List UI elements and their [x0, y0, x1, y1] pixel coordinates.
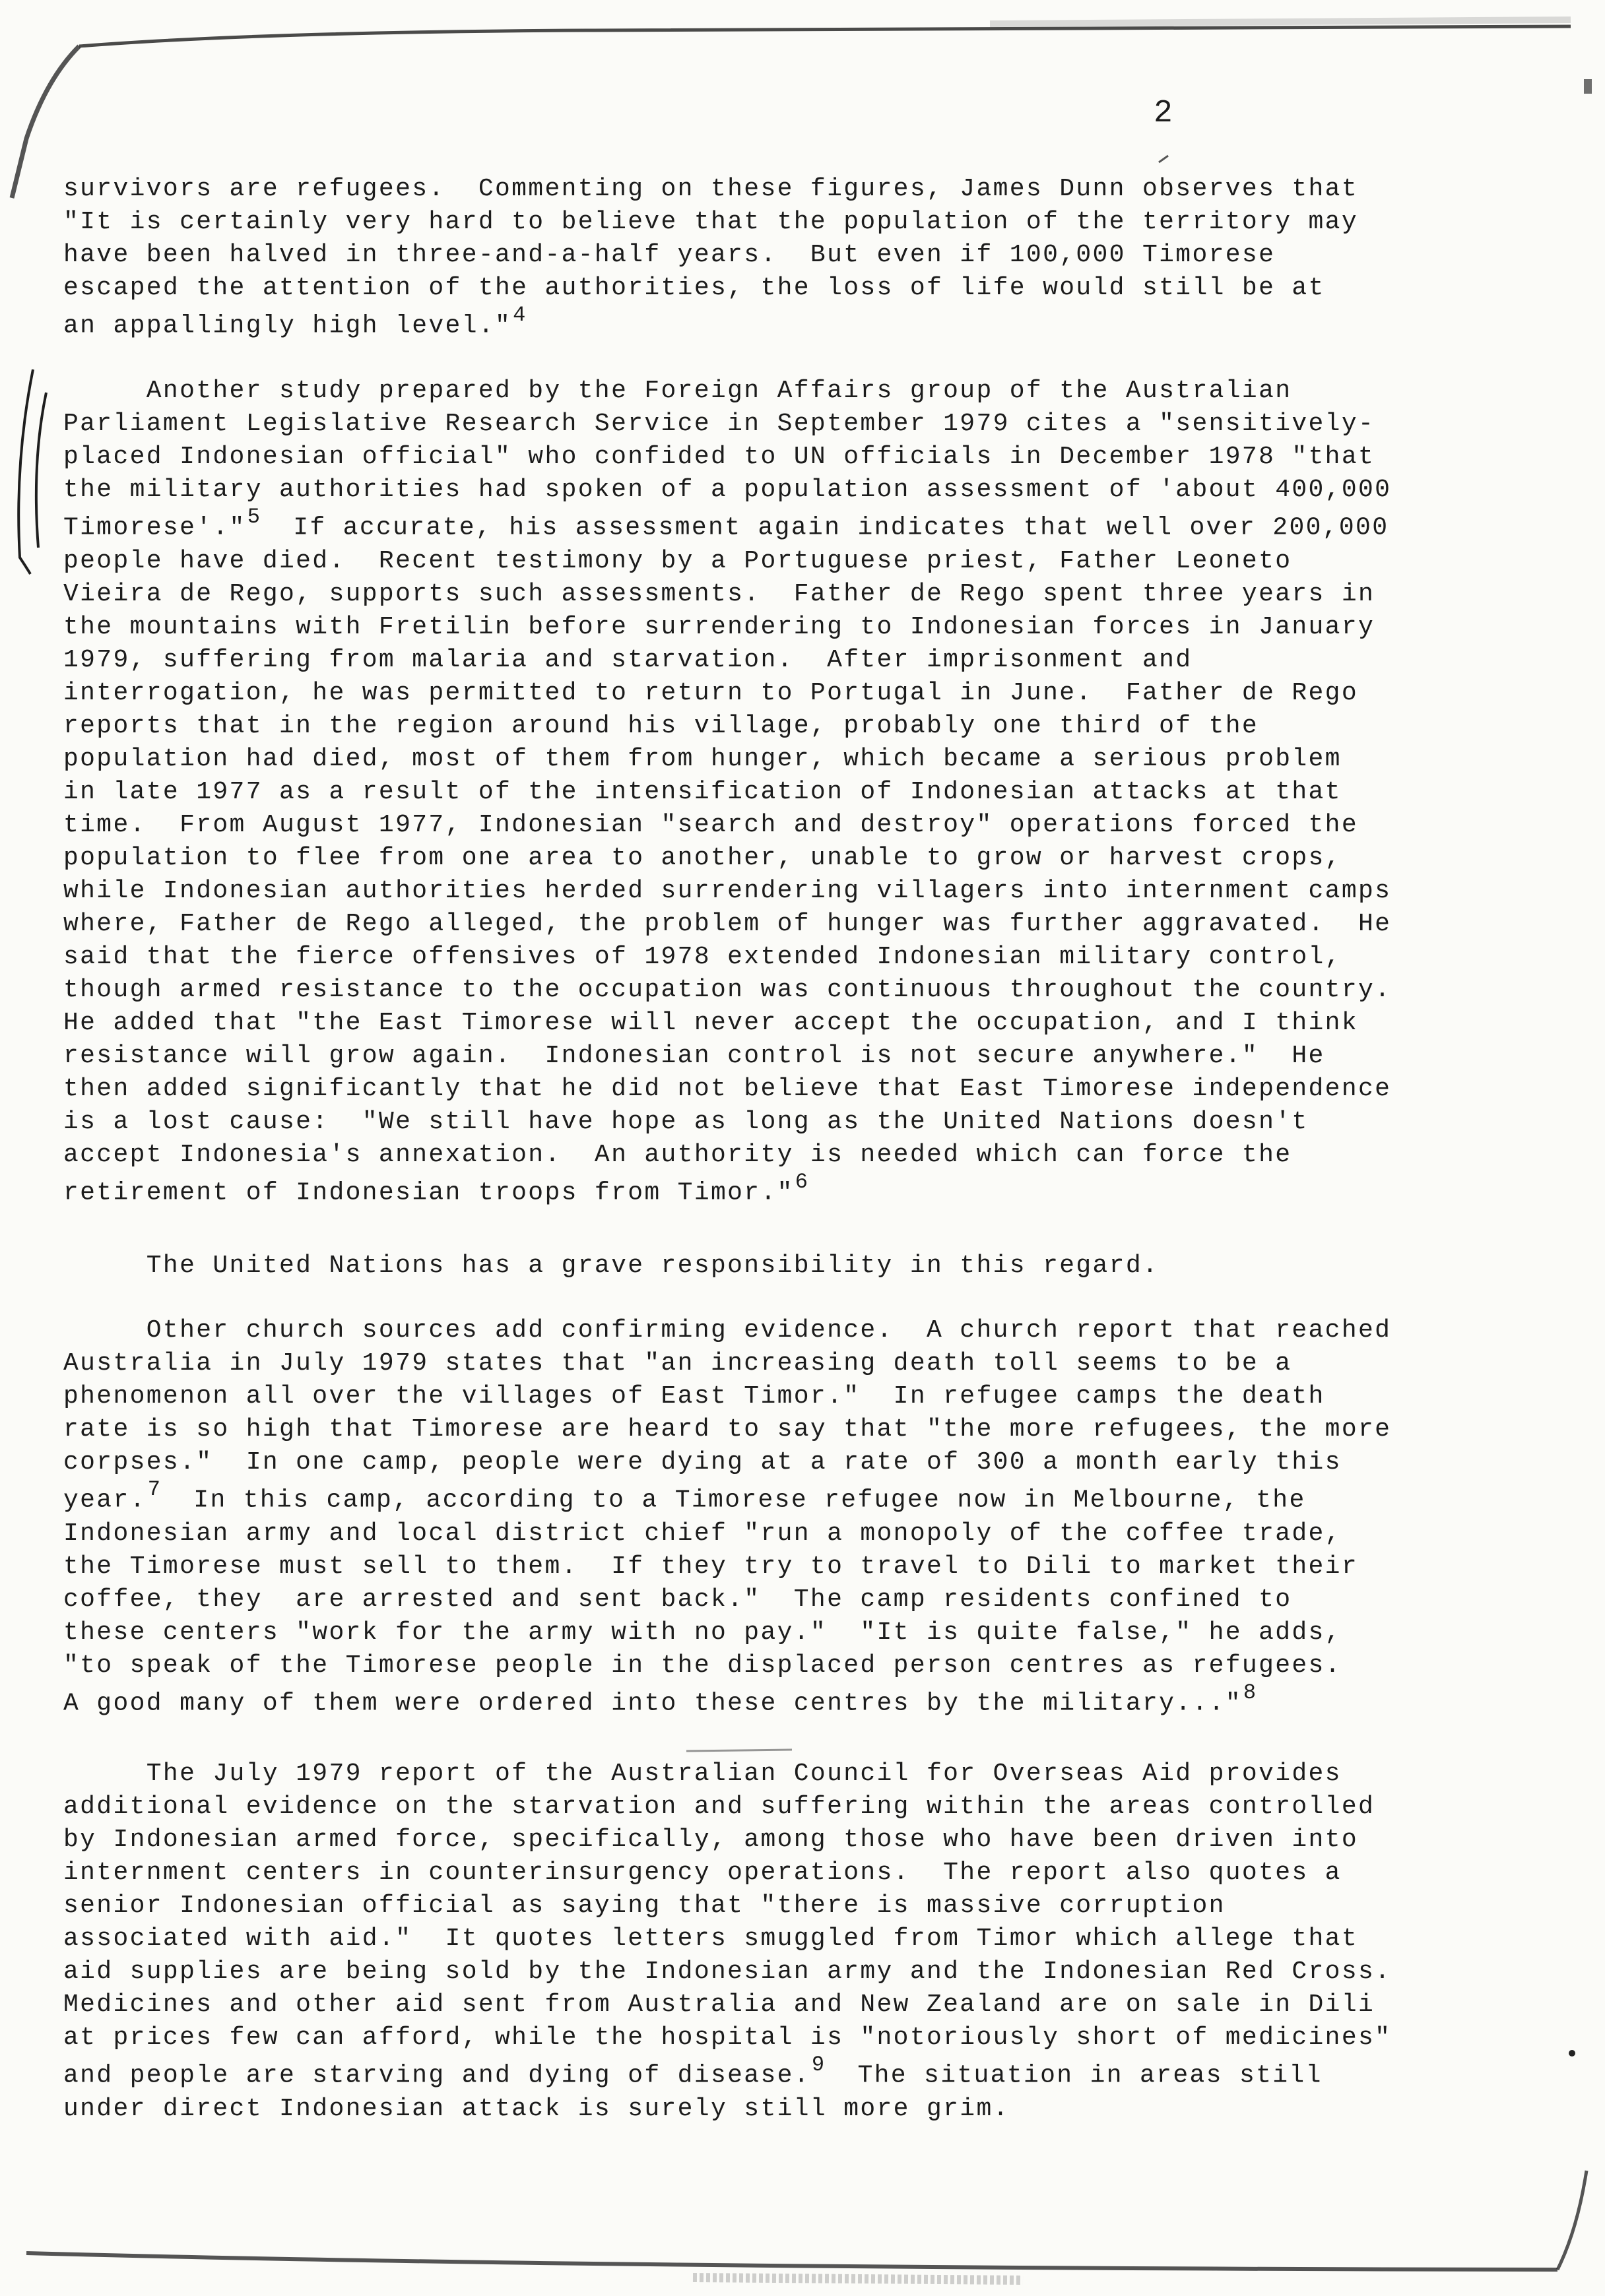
text-line: The July 1979 report of the Australian Council for Overseas Aid provides: [63, 1760, 1342, 1788]
bottom-speckle: [693, 2278, 1023, 2280]
text-line: where, Father de Rego alleged, the problem of hunger was further aggravated. He: [63, 909, 1392, 938]
text-line: "to speak of the Timorese people in the displaced person centres as refugees.: [63, 1651, 1342, 1680]
text-fragment: In this camp, according to a Timorese refugee now in Melbourne, the: [193, 1486, 1306, 1515]
margin-bracket-inner: [36, 393, 46, 548]
footnote-ref-6: 6: [795, 1169, 808, 1194]
text-fragment: If accurate, his assessment again indicates that well over 200,000: [293, 513, 1389, 542]
text-line: Other church sources add confirming evidence. A church report that reached: [63, 1316, 1392, 1345]
text-line: in late 1977 as a result of the intensification of Indonesian attacks at that: [63, 777, 1342, 806]
text-line: time. From August 1977, Indonesian "search and destroy" operations forced the: [63, 810, 1358, 839]
text-line: Medicines and other aid sent from Australia and New Zealand are on sale in Dili: [63, 1991, 1375, 2019]
text-line: by Indonesian armed force, specifically, among those who have been driven into: [63, 1826, 1358, 1854]
text-line: though armed resistance to the occupation was continuous throughout the country.: [63, 975, 1392, 1004]
paragraph-5: [63, 1758, 1443, 2126]
text-line: people have died. Recent testimony by a Portuguese priest, Father Leoneto: [63, 546, 1292, 575]
text-line: placed Indonesian official" who confided to UN officials in December 1978 "that: [63, 443, 1375, 471]
footnote-ref-8: 8: [1243, 1680, 1257, 1705]
text-line: Australia in July 1979 states that "an increasing death toll seems to be a: [63, 1349, 1292, 1378]
text-line: coffee, they are arrested and sent back." The camp residents confined to: [63, 1585, 1292, 1614]
text-fragment: Timorese'.": [63, 513, 246, 542]
bottom-edge-line: [26, 2253, 1557, 2270]
text-line: escaped the attention of the authorities, the loss of life would still be at: [63, 274, 1325, 302]
text-line: "It is certainly very hard to believe that the population of the territory may: [63, 208, 1358, 236]
text-line: phenomenon all over the villages of East Timor." In refugee camps the death: [63, 1382, 1325, 1411]
text-line: [63, 1169, 1443, 1210]
text-fragment: year.: [63, 1486, 147, 1515]
pencil-tick: [1159, 156, 1168, 162]
text-line: [63, 1479, 1443, 1517]
text-line: accept Indonesia's annexation. An authority is needed which can force the: [63, 1140, 1292, 1169]
paragraph-4: [63, 1314, 1443, 1720]
text-line: these centers "work for the army with no pay." "It is quite false," he adds,: [63, 1618, 1342, 1647]
text-line: [63, 507, 1443, 545]
text-line: He added that "the East Timorese will never accept the occupation, and I think: [63, 1008, 1358, 1037]
bottom-right-corner: [1557, 2171, 1587, 2270]
right-margin-dot: [1569, 2050, 1575, 2057]
margin-bracket-outer: [18, 369, 33, 574]
text-line: under direct Indonesian attack is surely still more grim.: [63, 2094, 1010, 2123]
paragraph-3: [63, 1250, 1443, 1283]
text-line: [63, 305, 1443, 343]
text-fragment: an appallingly high level.": [63, 311, 512, 340]
text-line: Another study prepared by the Foreign Affairs group of the Australian: [63, 377, 1292, 405]
text-line: corpses." In one camp, people were dying at a rate of 300 a month early this: [63, 1448, 1342, 1477]
top-right-smudge: [990, 20, 1571, 24]
top-edge-line: [79, 26, 1571, 46]
text-line: Vieira de Rego, supports such assessments. Father de Rego spent three years in: [63, 579, 1375, 608]
text-line: then added significantly that he did not believe that East Timorese independence: [63, 1074, 1392, 1103]
text-line: the military authorities had spoken of a population assessment of 'about 400,000: [63, 476, 1392, 504]
text-line: said that the fierce offensives of 1978 extended Indonesian military control,: [63, 942, 1342, 971]
text-line: interrogation, he was permitted to return to Portugal in June. Father de Rego: [63, 678, 1358, 707]
text-line: survivors are refugees. Commenting on these figures, James Dunn observes that: [63, 175, 1358, 203]
text-line: [63, 2055, 1443, 2093]
text-line: at prices few can afford, while the hospital is "notoriously short of medicines": [63, 2024, 1392, 2052]
text-line: have been halved in three-and-a-half years. But even if 100,000 Timorese: [63, 241, 1276, 269]
text-line: internment centers in counterinsurgency operations. The report also quotes a: [63, 1859, 1342, 1887]
text-line: the mountains with Fretilin before surrendering to Indonesian forces in January: [63, 612, 1375, 641]
right-edge-mark: [1584, 79, 1592, 94]
text-line: the Timorese must sell to them. If they try to travel to Dili to market their: [63, 1552, 1358, 1581]
footnote-ref-4: 4: [513, 303, 526, 327]
footnote-ref-7: 7: [147, 1477, 160, 1502]
text-line: 1979, suffering from malaria and starvation. After imprisonment and: [63, 645, 1193, 674]
text-line: [63, 1682, 1443, 1721]
footnote-ref-5: 5: [247, 505, 260, 529]
text-fragment: The situation in areas still: [857, 2061, 1323, 2090]
paragraph-1: [63, 173, 1443, 343]
text-line: associated with aid." It quotes letters smuggled from Timor which allege that: [63, 1925, 1358, 1953]
text-line: population had died, most of them from hunger, which became a serious problem: [63, 744, 1342, 773]
text-line: The United Nations has a grave responsibility in this regard.: [63, 1252, 1160, 1280]
text-line: Indonesian army and local district chief "run a monopoly of the coffee trade,: [63, 1519, 1342, 1548]
text-fragment: A good many of them were ordered into these centres by the military...": [63, 1689, 1242, 1718]
text-line: Parliament Legislative Research Service in September 1979 cites a "sensitively-: [63, 410, 1375, 438]
text-line: senior Indonesian official as saying that "there is massive corruption: [63, 1892, 1226, 1920]
text-fragment: and people are starving and dying of disease.: [63, 2061, 810, 2090]
text-line: aid supplies are being sold by the Indonesian army and the Indonesian Red Cross.: [63, 1958, 1392, 1986]
page-number: 2: [1154, 96, 1173, 131]
text-fragment: retirement of Indonesian troops from Timor.": [63, 1178, 794, 1207]
text-line: reports that in the region around his village, probably one third of the: [63, 711, 1259, 740]
text-line: additional evidence on the starvation and suffering within the areas controlled: [63, 1793, 1375, 1821]
text-line: rate is so high that Timorese are heard to say that "the more refugees, the more: [63, 1415, 1392, 1444]
paragraph-2: [63, 375, 1443, 1209]
text-line: is a lost cause: "We still have hope as long as the United Nations doesn't: [63, 1107, 1309, 1136]
text-line: population to flee from one area to another, unable to grow or harvest crops,: [63, 843, 1342, 872]
text-line: resistance will grow again. Indonesian control is not secure anywhere." He: [63, 1041, 1325, 1070]
footnote-ref-9: 9: [811, 2053, 825, 2077]
text-line: while Indonesian authorities herded surrendering villagers into internment camps: [63, 876, 1392, 905]
mid-page-smudge: [686, 1750, 792, 1751]
